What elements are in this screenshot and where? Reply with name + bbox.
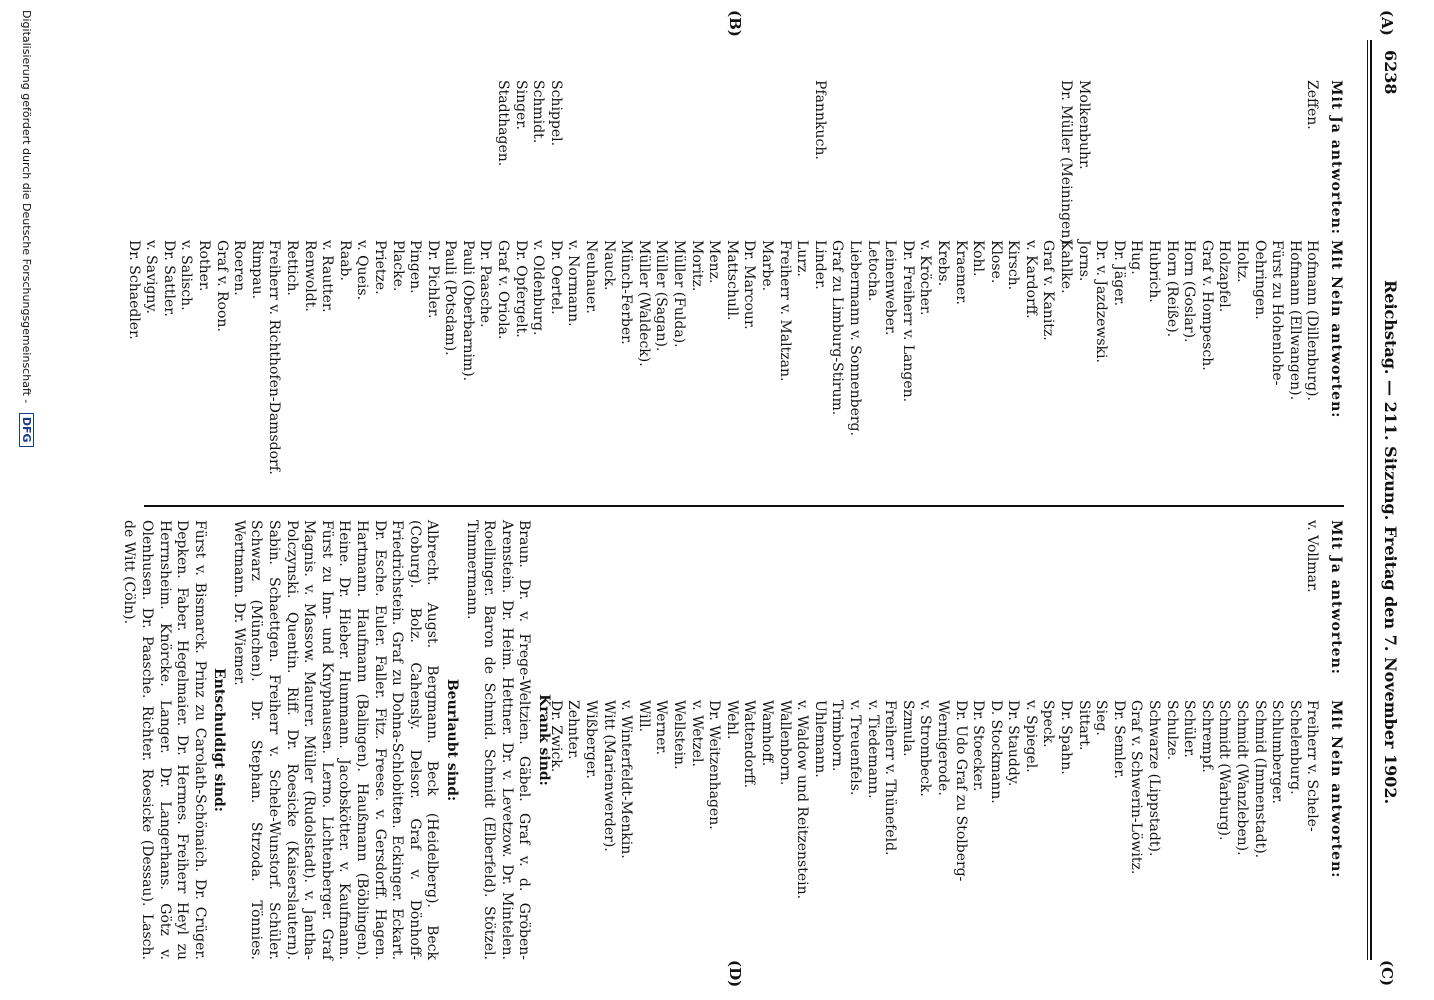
name-entry: Zehnter. <box>565 700 582 760</box>
name-entry: Dr. Marcour. <box>741 240 758 330</box>
name-entry: v. Treuenfels. <box>846 700 863 796</box>
name-entry: Rother. <box>196 240 212 292</box>
name-entry: Holzapfel. <box>1216 240 1233 313</box>
name-entry: Hofmann (Dillenburg). <box>1304 240 1321 401</box>
name-entry: v. Spiegel. <box>1022 700 1039 773</box>
entschuldigt-heading: Entschuldigt sind: <box>211 668 228 812</box>
header-rule-thin <box>1367 40 1368 960</box>
name-entry: Freiherr v. Maltzan. <box>776 240 793 382</box>
name-entry: Dr. Müller (Meiningen). <box>1058 80 1075 249</box>
name-entry: Schwarze (Lippstadt). <box>1146 700 1163 857</box>
name-entry: Jorns. <box>1075 240 1092 282</box>
name-entry: Graf v. Kanitz. <box>1040 240 1057 341</box>
name-entry: Hofmann (Ellwangen). <box>1286 240 1303 401</box>
name-entry: Wehl. <box>723 700 740 740</box>
name-entry: Dr. Stauddy. <box>1005 700 1022 787</box>
name-entry: Müller (Sagan). <box>653 240 670 352</box>
name-entry: Schmidt (Warburg). <box>1216 700 1233 841</box>
name-entry: Speck. <box>1040 700 1057 748</box>
footer-text: Digitalisierung gefördert durch die Deutsche Forschungsgemeinschaft - <box>20 10 33 404</box>
name-entry: Müller (Waldeck). <box>635 240 652 367</box>
page-title: Reichstag. — 211. Sitzung. Freitag den 7. November 1902. <box>1381 280 1400 805</box>
name-entry: Wattendorff. <box>741 700 758 789</box>
name-entry: Müller (Fulda). <box>671 240 688 348</box>
name-entry: Kohl. <box>970 240 987 277</box>
header-rule <box>1370 40 1372 960</box>
name-entry: Graf zu Limburg-Stirum. <box>829 240 846 416</box>
beurlaubt-heading: Beurlaubt sind: <box>444 678 461 802</box>
name-entry: Graf v. Schwerin-Löwitz. <box>1128 700 1145 875</box>
name-entry: v. Oldenburg. <box>530 240 547 336</box>
marker-a: (A) <box>1378 10 1396 36</box>
name-entry: Moritz. <box>688 240 705 292</box>
name-entry: Freiherr v. Thünefeld. <box>882 700 899 856</box>
name-entry: Kahlke. <box>1058 240 1075 294</box>
name-entry: Krebs. <box>934 240 951 287</box>
right-nein-list <box>546 700 1320 960</box>
name-entry: Pingen. <box>407 240 424 294</box>
name-entry: v. Wetzel. <box>688 700 705 767</box>
name-entry: Freiherr v. Schele- <box>1304 700 1321 832</box>
name-entry: Fürst zu Hohenlohe- <box>1269 240 1286 386</box>
right-nein-heading: Mit Nein antworten: <box>1328 700 1344 879</box>
name-entry: Dr. Semler. <box>1110 700 1127 779</box>
name-entry: Singer. <box>512 80 529 130</box>
name-entry: Klose. <box>987 240 1004 284</box>
name-entry: Graf v. Roon. <box>213 240 230 332</box>
name-entry: v. Rautter. <box>319 240 336 313</box>
name-entry: Witt (Marienwerder). <box>600 700 617 852</box>
name-entry: Stadthagen. <box>495 80 512 167</box>
name-entry: Leinenweber. <box>882 240 899 336</box>
name-entry: Schmid (Immenstadt). <box>1251 700 1268 859</box>
name-entry: Uhlemann. <box>811 700 828 778</box>
page-number: 6238 <box>1381 50 1400 95</box>
name-entry: Dr. Stoecker. <box>970 700 987 792</box>
name-entry: Prietze. <box>371 240 388 295</box>
name-entry: Pfannkuch. <box>811 80 828 160</box>
name-entry: Dr. Paasche. <box>477 240 494 328</box>
right-ja-heading: Mit Ja antworten: <box>1328 520 1344 675</box>
name-entry: Dr. Freiherr v. Langen. <box>899 240 916 403</box>
name-entry: Schmidt. <box>530 80 547 144</box>
name-entry: Graf v. Hompesch. <box>1198 240 1215 371</box>
column-divider <box>144 505 1344 507</box>
name-entry: Rettich. <box>283 240 300 296</box>
name-entry: Schlumberger. <box>1269 700 1286 805</box>
name-entry: Werner. <box>653 700 670 756</box>
name-entry: Dr. Oertel. <box>547 240 564 315</box>
name-entry: Graf v. Oriola. <box>495 240 512 340</box>
name-entry: v. Normann. <box>565 240 582 327</box>
name-entry: Sieg. <box>1093 700 1110 736</box>
name-entry: Dr. Udo Graf zu Stolberg- <box>952 700 969 882</box>
name-entry: v. Queis. <box>354 240 371 301</box>
name-entry: Horn (Goslar). <box>1181 240 1198 343</box>
right-nein-column <box>546 700 1344 960</box>
marker-b: (B) <box>726 10 744 37</box>
name-entry: Kirsch. <box>1005 240 1022 291</box>
marker-d: (D) <box>726 960 744 988</box>
page-header <box>1376 50 1404 950</box>
name-entry: Wallenborn. <box>776 700 793 786</box>
name-entry: Schmidt (Wanzleben). <box>1234 700 1251 856</box>
footer <box>19 10 34 447</box>
name-entry: v. Savigny. <box>143 240 160 314</box>
name-entry: Dr. Schaedler. <box>125 240 142 340</box>
name-entry: Schelenburg. <box>1286 700 1303 795</box>
name-entry: Trimborn. <box>829 700 846 772</box>
name-entry: Schüler. <box>1181 700 1198 758</box>
name-entry: Dr. Jäger. <box>1110 240 1127 307</box>
name-entry: Liebermann v. Sonnenberg. <box>846 240 863 436</box>
name-entry: Dr. Zwick. <box>547 700 564 773</box>
name-entry: Linder. <box>811 240 828 290</box>
name-entry: Dr. Weitzenhagen. <box>706 700 723 830</box>
name-entry: Neuhauer. <box>583 240 600 314</box>
name-entry: Renwoldt. <box>301 240 318 312</box>
name-entry: Wellstein. <box>671 700 688 770</box>
name-entry: Pauli (Potsdam). <box>442 240 459 356</box>
name-entry: Horn (Reiße). <box>1163 240 1180 338</box>
absences-block <box>120 520 554 960</box>
name-entry: Roeren. <box>231 240 248 296</box>
name-entry: Dr. Spahn. <box>1058 700 1075 775</box>
name-entry: Kraemer. <box>952 240 969 305</box>
name-entry: Nauck. <box>600 240 617 291</box>
name-entry: Mattschull. <box>723 240 740 321</box>
name-entry: v. Kröcher. <box>917 240 934 316</box>
name-entry: Dr. v. Jazdzewski. <box>1093 240 1110 363</box>
name-entry: Wamhoff. <box>759 700 775 767</box>
marker-c: (C) <box>1378 960 1396 987</box>
name-entry: Rimpau. <box>248 240 265 300</box>
name-entry: v. Strombeck. <box>917 700 934 797</box>
name-entry: Wernigerode. <box>934 700 951 796</box>
name-entry: Molkenbuhr. <box>1075 80 1092 170</box>
beurlaubt-text: Albrecht. Augst. Bergmann. Beck (Heidelberg). Beck (Coburg). Bolz. Cahensly. Delsor. Graf v. Dönhoff-Friedrichstein. Graf zu Dohna-Schlobitten. Eckinger. Eckart. Dr. Esche. Euler. Faller. Fitz. Freese. v. Gersdorff. Hagen. Hartmann. Haufmann (Balingen). Haußmann (Böblingen). Heine. Dr. Hieber. Hummann. Jacobskötter. v. Kaufmann. Fürst zu Inn- und Knyphausen. Lerno. Lichtenberger. Graf Magnis. v. Massow. Maurer. Müller (Rudolstadt). v. Jantha-Polczynski. Quentin. Riff. Dr. Roesicke (Kaiserslautern). Sabin. Schaettgen. Freiherr v. Schele-Wunstorf. Schüler. Schwarz (München). Dr. Stephan. Strzoda. Tönnies. Wertmann. Dr. Wiemer. <box>230 520 441 960</box>
name-entry: Menz. <box>706 240 723 284</box>
name-entry: Marbe. <box>759 240 775 292</box>
name-entry: v. Winterfeldt-Menkin. <box>618 700 635 859</box>
krank-text: Braun. Dr. v. Frege-Weltzien. Gäbel. Graf v. d. Gröben-Arenstein. Dr. Heim. Hettner. Dr. v. Levetzow. Dr. Mintelen. Roellinger. Baron de Schmid. Schmidt (Elberfeld). Stötzel. Timmermann. <box>463 520 533 960</box>
entschuldigt-text: Fürst v. Bismarck. Prinz zu Carolath-Schönaich. Dr. Crüger. Depken. Faber. Hegelmaier. Dr. Hermes. Freiherr Heyl zu Herrnsheim. Knörcke. Langer. Dr. Langerhans. Götz v. Olenhusen. Dr. Paasche. Richter. Roesicke (Dessau). Lasch. de Witt (Cöln). <box>121 520 208 960</box>
name-entry: Schippel. <box>547 80 564 147</box>
name-entry: Oehringen. <box>1251 240 1268 320</box>
name-entry: Szmula. <box>899 700 916 757</box>
name-entry: Freiherr v. Richthofen-Damsdorf. <box>266 240 283 475</box>
name-entry: Dr. Sattler. <box>160 240 177 317</box>
left-nein-column <box>124 240 1344 500</box>
name-entry: Schrempf. <box>1198 700 1215 773</box>
name-entry: Placke. <box>389 240 406 292</box>
name-entry: Schulze. <box>1163 700 1180 761</box>
dfg-logo: DFG <box>19 413 34 447</box>
name-entry: Zeffen. <box>1304 80 1321 130</box>
name-entry: Will. <box>635 700 652 733</box>
name-entry: Raab. <box>336 240 353 281</box>
name-entry: v. Waldow und Reitzenstein. <box>794 700 811 900</box>
left-nein-list <box>124 240 1320 500</box>
right-ja-list <box>1303 520 1321 700</box>
name-entry: Dr. Opfergelt. <box>512 240 529 338</box>
name-entry: v. Kardorff. <box>1022 240 1039 319</box>
name-entry: Dr. Pichler. <box>424 240 441 319</box>
left-ja-heading: Mit Ja antworten: <box>1328 80 1344 235</box>
name-entry: Letocha. <box>864 240 881 302</box>
name-entry: Wißberger. <box>583 700 600 779</box>
name-entry: Münch-Ferber. <box>618 240 635 345</box>
name-entry: v. Salisch. <box>178 240 195 311</box>
name-entry: Sittart. <box>1075 700 1092 751</box>
name-entry: Hug. <box>1128 240 1145 275</box>
name-entry: Pauli (Oberbarnim). <box>459 240 476 382</box>
name-entry: Holtz. <box>1234 240 1251 283</box>
krank-heading: Krank sind: <box>536 694 552 786</box>
name-entry: v. Vollmar. <box>1304 520 1321 593</box>
name-entry: v. Tiedemann. <box>864 700 881 799</box>
name-entry: Hubrich. <box>1146 240 1163 303</box>
name-entry: Lurz. <box>794 240 811 277</box>
name-entry: D. Stockmann. <box>987 700 1004 804</box>
left-nein-heading: Mit Nein antworten: <box>1328 240 1344 419</box>
right-ja-column <box>1303 520 1344 700</box>
